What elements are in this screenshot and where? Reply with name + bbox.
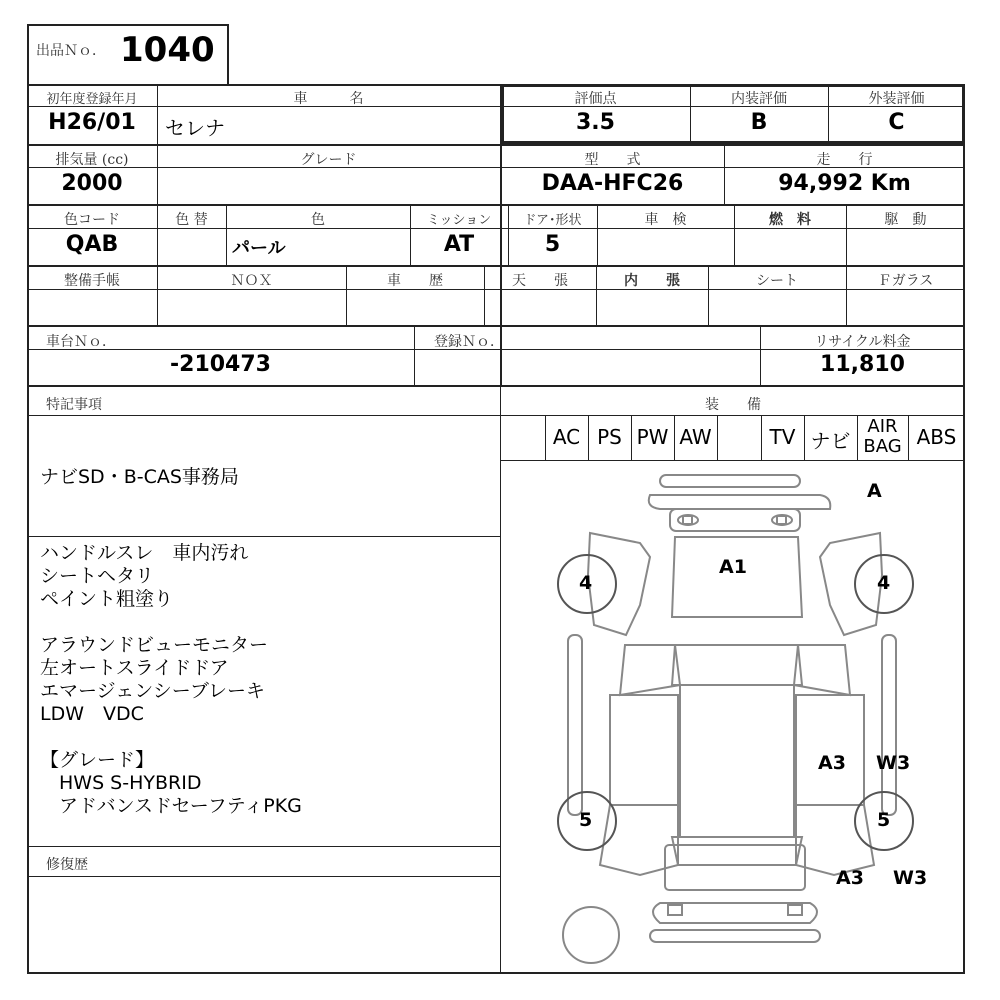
mark-rr-tire: 5 (877, 809, 891, 831)
color-code-label: 色コード (64, 212, 120, 228)
mileage-label: 走 行 (816, 152, 873, 168)
chassis-label: 車台Ｎｏ． (46, 334, 116, 350)
notes-line-6: 左オートスライドドア (40, 657, 229, 679)
door-label: ドア･形状 (523, 213, 582, 228)
car-name-value: セレナ (165, 116, 225, 140)
lot-label: 出品Ｎｏ． (36, 43, 106, 59)
lining-label: 内 張 (624, 273, 680, 289)
mark-right-side-a: A3 (818, 752, 846, 774)
recycle-fee-label: リサイクル料金 (814, 334, 911, 350)
door-value: 5 (544, 232, 561, 257)
equipment-airbag: AIR BAG (863, 416, 902, 457)
interior-score-label: 内装評価 (731, 91, 787, 107)
exterior-score-value: C (888, 110, 905, 135)
displacement-label: 排気量 (cc) (55, 152, 129, 168)
score-value: 3.5 (576, 110, 615, 135)
equipment-tv: TV (769, 425, 796, 449)
mark-front: A (867, 480, 882, 502)
recycle-fee-value: 11,810 (820, 352, 905, 377)
maintenance-label: 整備手帳 (64, 273, 120, 289)
mark-hood: A1 (719, 556, 747, 578)
notes-line-11: アドバンスドセーフティPKG (40, 795, 302, 817)
front-glass-label: Ｆガラス (877, 273, 934, 289)
mark-right-side-w: W3 (876, 752, 911, 774)
lot-number: 1040 (120, 30, 215, 70)
color-code-value: QAB (65, 232, 119, 257)
car-name-label: 車 名 (293, 91, 364, 107)
model-value: DAA-HFC26 (541, 171, 684, 196)
notes-label: 特記事項 (46, 397, 102, 413)
notes-line-1: ナビSD・B-CAS事務局 (40, 466, 239, 488)
mark-lf-tire: 4 (579, 572, 593, 594)
equipment-pw: PW (636, 425, 669, 449)
seat-label: シート (756, 273, 798, 289)
exterior-score-label: 外装評価 (868, 91, 925, 107)
equipment-label: 装 備 (705, 397, 761, 413)
equipment-abs: ABS (916, 425, 957, 449)
registration-date-value: H26/01 (48, 110, 136, 135)
drive-label: 駆 動 (884, 212, 927, 228)
equipment-aw: AW (679, 425, 712, 449)
chassis-value: -210473 (170, 352, 271, 377)
fuel-label: 燃 料 (769, 212, 811, 228)
notes-line-2: ハンドルスレ 車内汚れ (40, 542, 249, 564)
inspection-label: 車 検 (644, 212, 687, 228)
roof-label: 天 張 (512, 273, 568, 289)
notes-line-3: シートヘタリ (40, 565, 155, 587)
score-label: 評価点 (574, 91, 617, 107)
notes-line-9: 【グレード】 (40, 749, 155, 771)
equipment-navi: ナビ (810, 429, 851, 453)
mark-right-rear-w: W3 (893, 867, 928, 889)
displacement-value: 2000 (61, 171, 123, 196)
car-diagram (540, 465, 920, 970)
mission-value: AT (443, 232, 475, 257)
model-label: 型 式 (584, 152, 641, 168)
equipment-ps: PS (597, 425, 622, 449)
notes-line-10: HWS S-HYBRID (40, 772, 202, 794)
mark-lr-tire: 5 (579, 809, 593, 831)
equipment-ac: AC (552, 425, 581, 449)
repair-history-label: 修復歴 (46, 857, 88, 873)
registration-no-label: 登録Ｎｏ． (434, 334, 504, 350)
notes-line-7: エマージェンシーブレーキ (40, 680, 266, 702)
nox-label: ＮＯＸ (230, 273, 273, 289)
color-value: パール (232, 238, 286, 259)
mission-label: ミッション (426, 213, 492, 228)
notes-line-4: ペイント粗塗り (40, 588, 174, 610)
notes-line-5: アラウンドビューモニター (40, 634, 269, 656)
interior-score-value: B (750, 110, 768, 135)
color-label: 色 (311, 212, 325, 228)
grade-label: グレード (300, 152, 357, 168)
mark-right-rear-a: A3 (836, 867, 864, 889)
color-change-label: 色 替 (175, 212, 208, 228)
mileage-value: 94,992 Km (778, 171, 911, 196)
mark-rf-tire: 4 (877, 572, 891, 594)
notes-line-8: LDW VDC (40, 703, 144, 725)
spare-tire (562, 906, 620, 964)
history-label: 車 歴 (387, 273, 443, 289)
registration-date-label: 初年度登録年月 (46, 92, 138, 107)
